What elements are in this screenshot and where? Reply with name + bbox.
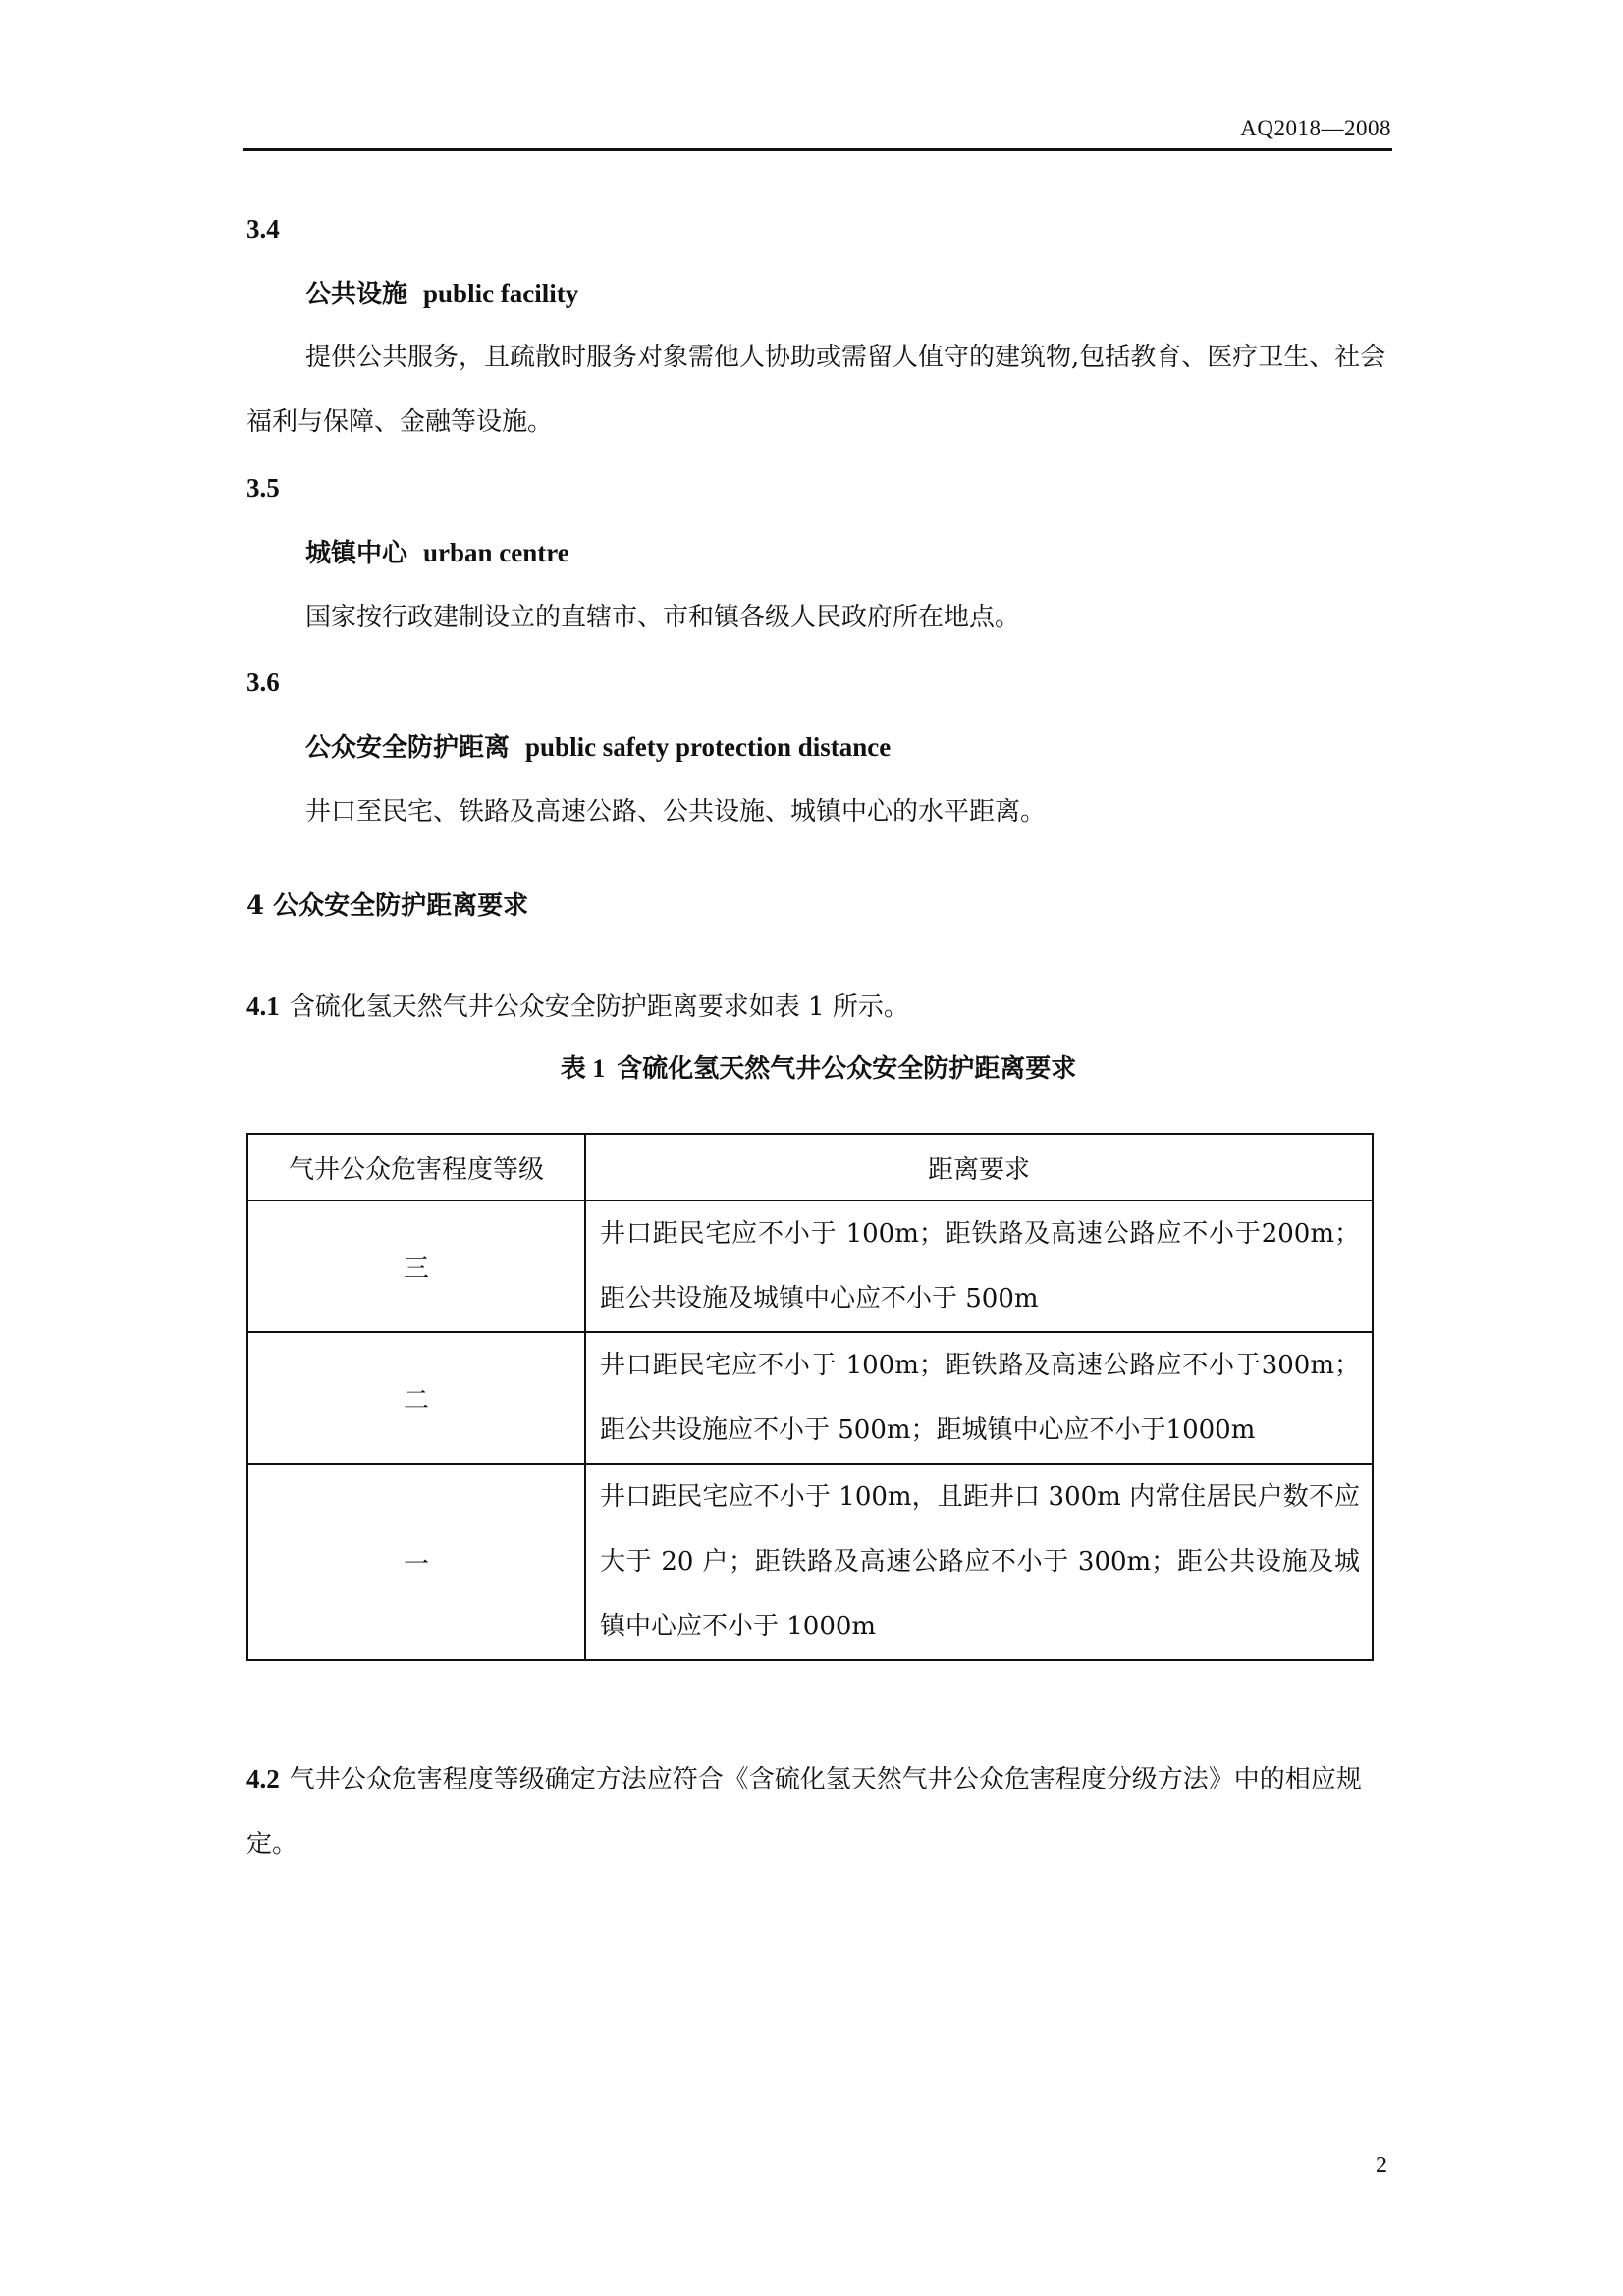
term-cn: 城镇中心 <box>305 539 408 568</box>
table-caption-title: 含硫化氢天然气井公众安全防护距离要求 <box>617 1054 1077 1084</box>
section-4-2 <box>246 1746 1390 1877</box>
document-code: AQ2018—2008 <box>1240 116 1391 140</box>
level-cell: 二 <box>247 1332 585 1464</box>
page-number: 2 <box>1376 2153 1387 2178</box>
section-3-5-definition: 国家按行政建制设立的直辖市、市和镇各级人民政府所在地点。 <box>305 603 1021 632</box>
requirement-cell: 井口距民宅应不小于 100m；距铁路及高速公路应不小于200m；距公共设施及城镇中心应不小于 500m <box>585 1201 1373 1332</box>
section-3-4-term <box>305 277 1449 311</box>
section-3-5-number: 3.5 <box>246 473 280 503</box>
section-3-6-term <box>305 730 1449 765</box>
section-3-4-definition: 提供公共服务，且疏散时服务对象需他人协助或需留人值守的建筑物,包括教育、医疗卫生、社会福利与保障、金融等设施。 <box>246 343 1386 437</box>
table-header-row <box>247 1134 1373 1201</box>
term-en: urban centre <box>423 538 569 567</box>
section-3-5-term <box>305 536 1449 570</box>
table-row <box>247 1332 1373 1464</box>
term-cn: 公共设施 <box>305 280 408 309</box>
header-level: 气井公众危害程度等级 <box>247 1134 585 1201</box>
section-3-4-number: 3.4 <box>246 214 280 243</box>
requirement-cell: 井口距民宅应不小于 100m；距铁路及高速公路应不小于300m；距公共设施应不小于 500m；距城镇中心应不小于1000m <box>585 1332 1373 1464</box>
section-4-2-text: 气井公众危害程度等级确定方法应符合《含硫化氢天然气井公众危害程度分级方法》中的相应规定。 <box>246 1765 1362 1859</box>
header-requirement: 距离要求 <box>585 1134 1373 1201</box>
term-en: public facility <box>423 279 579 308</box>
requirement-cell: 井口距民宅应不小于 100m，且距井口 300m 内常住居民户数不应大于 20 户；距铁路及高速公路应不小于 300m；距公共设施及城镇中心应不小于 1000m <box>585 1464 1373 1660</box>
section-3-6-definition: 井口至民宅、铁路及高速公路、公共设施、城镇中心的水平距离。 <box>305 797 1047 827</box>
term-cn: 公众安全防护距离 <box>305 733 511 763</box>
section-4-1-number: 4.1 <box>246 991 280 1021</box>
table-row <box>247 1201 1373 1332</box>
header-rule <box>243 148 1392 151</box>
section-3-6-number: 3.6 <box>246 667 280 697</box>
distance-requirements-table <box>246 1133 1374 1661</box>
section-4-1-text: 含硫化氢天然气井公众安全防护距离要求如表 1 所示。 <box>289 992 909 1022</box>
table-caption <box>246 1048 1390 1085</box>
term-en: public safety protection distance <box>525 732 892 762</box>
table-caption-number: 表 1 <box>560 1054 606 1083</box>
section-4-heading: 4 公众安全防护距离要求 <box>246 891 529 921</box>
section-4-1 <box>246 989 1390 1024</box>
table-row <box>247 1464 1373 1660</box>
level-cell: 一 <box>247 1464 585 1660</box>
level-cell: 三 <box>247 1201 585 1332</box>
section-4-2-number: 4.2 <box>246 1764 280 1793</box>
